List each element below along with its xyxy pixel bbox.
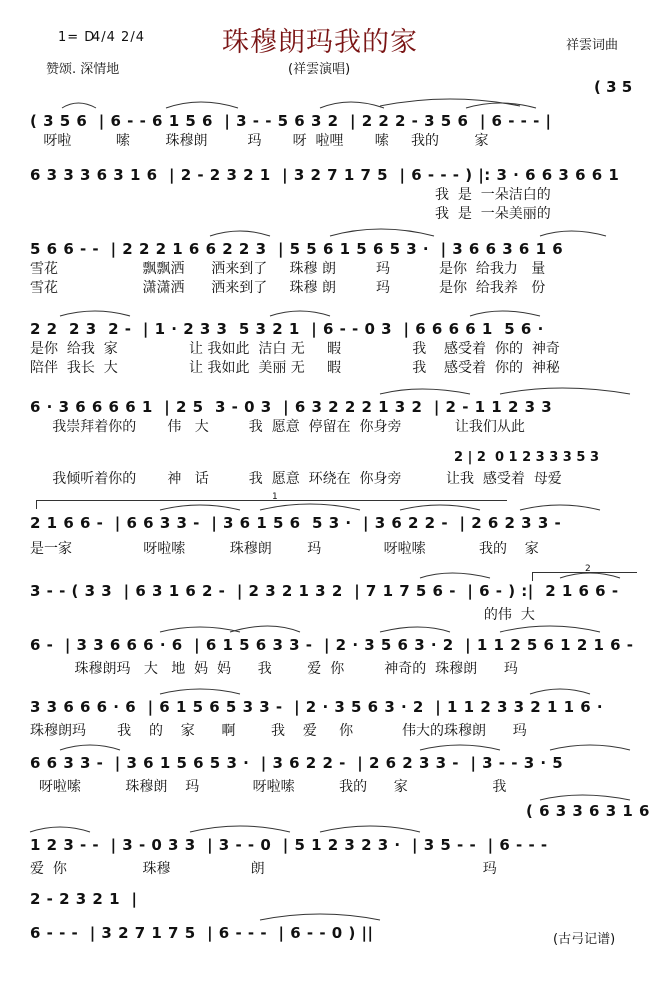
lyric-line: 我崇拜着你的 伟 大 我 愿意 停留在 你身旁 让我们从此 [30, 419, 525, 435]
notation-line: 2 | 2 0 1 2 3 3 3 5 3 [454, 450, 599, 465]
time-signature: 4/4 2/4 [92, 30, 145, 45]
composer-credit: 祥雲词曲 [566, 38, 619, 53]
slur-arc [60, 745, 120, 750]
score-system-2 [30, 164, 636, 224]
score-system-1 [30, 110, 636, 151]
slur-arc [500, 388, 630, 394]
song-title: 珠穆朗玛我的家 [222, 27, 418, 58]
slur-arc [230, 626, 300, 632]
lyric-line: 是你 给我 家 让 我如此 洁白 无 暇 我 感受着 你的 神奇 [30, 341, 560, 357]
slur-arc [330, 229, 434, 236]
notation-line: 2 - 2 3 2 1 | [30, 890, 138, 908]
slur-arc [380, 99, 520, 106]
slur-arc [190, 826, 290, 832]
slur-arc [260, 914, 380, 920]
lyric-line: 爱 你 珠穆 朗 玛 [30, 861, 497, 877]
score-system-9 [30, 634, 636, 679]
score-system-6 [30, 450, 636, 489]
score-system-7 [30, 512, 636, 559]
lyric-line: 的伟 大 [30, 607, 535, 623]
slur-arc [62, 103, 96, 108]
notation-line: 1 2 3 - - | 3 - 0 3 3 | 3 - - 0 | 5 1 2 3 2 3 · | 3 5 - - | 6 - - - [30, 836, 548, 854]
first-ending-bracket [36, 492, 507, 509]
slur-arc [320, 826, 420, 832]
lyric-line: 是一家 呀啦嗦 珠穆朗 玛 呀啦嗦 我的 家 [30, 541, 539, 557]
lyric-line: 呀啦 嗦 珠穆朗 玛 呀 啦哩 嗦 我的 家 [30, 133, 489, 149]
lyric-line: 陪伴 我长 大 让 我如此 美丽 无 暇 我 感受着 你的 神秘 [30, 360, 560, 376]
notation-line: ( 3 5 6 | 6 - - 6 1 5 6 | 3 - - 5 6 3 2 | 2 2 2 - 3 5 6 | 6 - - - | [30, 112, 552, 130]
notation-line: 6 - - - | 3 2 7 1 7 5 | 6 - - - | 6 - - 0 ) || [30, 924, 374, 942]
score-system-11 [30, 752, 636, 797]
volta-number: 1 [272, 492, 278, 502]
tempo-marking: 赞颂. 深情地 [46, 62, 120, 77]
notation-line: 6 6 3 3 - | 3 6 1 5 6 5 3 · | 3 6 2 2 - | 2 6 2 3 3 - | 3 - - 3 · 5 [30, 754, 564, 772]
notation-line: 3 3 6 6 6 · 6 | 6 1 5 6 5 3 3 - | 2 · 3 5 6 3 · 2 | 1 1 2 3 3 2 1 1 6 · [30, 698, 604, 716]
notation-line: 6 3 3 3 6 3 1 6 | 2 - 2 3 2 1 | 3 2 7 1 7 5 | 6 - - - ) |: 3 · 6 6 3 6 6 1 [30, 166, 620, 184]
slur-arc [60, 311, 130, 316]
key-signature: 1= D [58, 30, 96, 45]
lyric-line: 呀啦嗦 珠穆朗 玛 呀啦嗦 我的 家 我 [30, 779, 507, 795]
score-system-14 [30, 888, 636, 910]
score-system-15 [30, 922, 636, 944]
notation-line: 2 1 6 6 - | 6 6 3 3 - | 3 6 1 5 6 5 3 · | 3 6 2 2 - | 2 6 2 3 3 - [30, 514, 562, 532]
slur-arc [420, 573, 490, 578]
notation-line: 5 6 6 - - | 2 2 2 1 6 6 2 2 3 | 5 5 6 1 5 6 5 3 · | 3 6 6 3 6 1 6 [30, 240, 564, 258]
lyric-line: 珠穆朗玛 大 地 妈 妈 我 爱 你 神奇的 珠穆朗 玛 [30, 661, 518, 677]
slur-arc [380, 627, 450, 632]
slur-arc [30, 827, 90, 832]
notation-line: 6 - | 3 3 6 6 6 · 6 | 6 1 5 6 3 3 - | 2 · 3 5 6 3 · 2 | 1 1 2 5 6 1 2 1 6 - [30, 636, 634, 654]
transcriber-credit: (古弓记谱) [553, 932, 616, 947]
slur-arc [160, 689, 240, 694]
lyric-line: 我 是 一朵美丽的 [30, 206, 551, 222]
lyric-line: 雪花 潇潇洒 洒来到了 珠穆 朗 玛 是你 给我养 份 [30, 280, 546, 296]
slur-arc [520, 505, 600, 510]
slur-arc [530, 689, 590, 694]
notation-line: 6 · 3 6 6 6 6 1 | 2 5 3 - 0 3 | 6 3 2 2 2 1 3 2 | 2 - 1 1 2 3 3 [30, 398, 553, 416]
notation-line: ( 6 3 3 6 3 1 6 [526, 802, 650, 820]
notation-line: 3 - - ( 3 3 | 6 3 1 6 2 - | 2 3 2 1 3 2 | 7 1 7 5 6 - | 6 - ) :| 2 1 6 6 - [30, 582, 619, 600]
lyric-line: 我倾听着你的 神 话 我 愿意 环绕在 你身旁 让我 感受着 母爱 [30, 471, 562, 487]
pickup-notes: ( 3 5 [594, 78, 633, 96]
slur-arc [166, 102, 238, 108]
slur-arc [466, 103, 536, 108]
slur-arc [540, 231, 606, 236]
slur-arc [550, 745, 630, 750]
slur-arc [500, 626, 600, 632]
slur-arc [210, 231, 270, 236]
slur-arc [420, 745, 500, 750]
score-system-5 [30, 396, 636, 437]
slur-arc [320, 102, 384, 108]
score-system-12 [30, 800, 650, 822]
slur-arc [160, 627, 240, 632]
score-system-13 [30, 834, 636, 879]
lyric-line: 雪花 飘飘洒 洒来到了 珠穆 朗 玛 是你 给我力 量 [30, 261, 546, 277]
lyric-line: 我 是 一朵洁白的 [30, 187, 551, 203]
score-system-3 [30, 238, 636, 298]
notation-line: 2 2 2 3 2 - | 1 · 2 3 3 5 3 2 1 | 6 - - 0 3 | 6 6 6 6 1 5 6 · [30, 320, 544, 338]
slur-arc [470, 311, 540, 316]
score-system-8 [30, 580, 636, 625]
score-system-10 [30, 696, 636, 741]
slur-arc [270, 311, 330, 316]
volta-number: 2 [585, 564, 591, 574]
score-system-4 [30, 318, 636, 378]
lyric-line: 珠穆朗玛 我 的 家 啊 我 爱 你 伟大的珠穆朗 玛 [30, 723, 527, 739]
singer-credit: (祥雲演唱) [288, 62, 351, 77]
slur-arc [380, 389, 470, 394]
